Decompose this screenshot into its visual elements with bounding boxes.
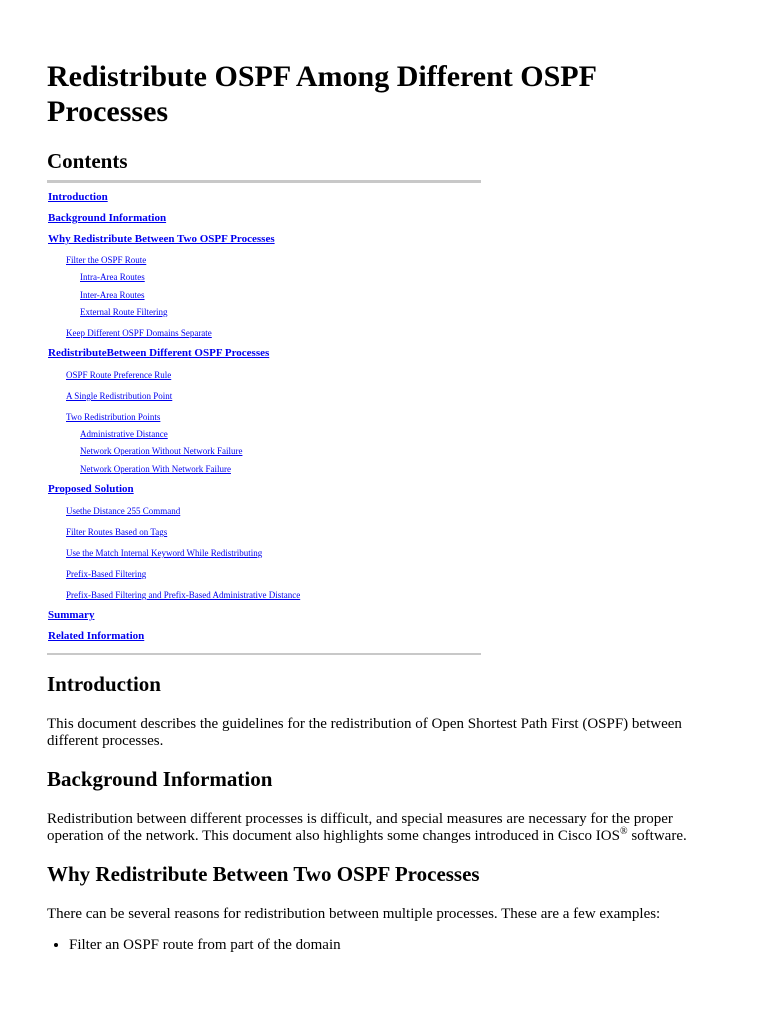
toc-link-inter-area-routes[interactable]: Inter-Area Routes <box>80 290 145 300</box>
background-text: Redistribution between different processes is difficult, and special measures are necessary for the proper operation of the network. This document also highlights some changes introduced in Cisco IOS <box>47 811 673 844</box>
toc-link-redistribute-between[interactable]: RedistributeBetween Different OSPF Processes <box>48 347 270 359</box>
toc-link-prefix-filtering-admin-distance[interactable]: Prefix-Based Filtering and Prefix-Based Administrative Distance <box>66 590 301 600</box>
reasons-list <box>47 937 341 954</box>
toc-top-rule <box>47 180 481 183</box>
background-paragraph <box>47 811 717 845</box>
toc-link-keep-domains-separate[interactable]: Keep Different OSPF Domains Separate <box>66 328 212 338</box>
toc-link-administrative-distance[interactable]: Administrative Distance <box>80 429 168 439</box>
toc-link-summary[interactable]: Summary <box>48 609 95 621</box>
toc-link-operation-without-failure[interactable]: Network Operation Without Network Failure <box>80 446 243 456</box>
toc-link-intra-area-routes[interactable]: Intra-Area Routes <box>80 272 145 282</box>
toc-link-two-redistribution-points[interactable]: Two Redistribution Points <box>66 412 161 422</box>
toc-link-filter-routes-tags[interactable]: Filter Routes Based on Tags <box>66 527 168 537</box>
toc-link-filter-ospf-route[interactable]: Filter the OSPF Route <box>66 255 147 265</box>
introduction-heading: Introduction <box>47 672 161 696</box>
toc-link-match-internal-keyword[interactable]: Use the Match Internal Keyword While Redistributing <box>66 548 263 558</box>
toc-link-related-information[interactable]: Related Information <box>48 630 145 642</box>
toc-link-background-information[interactable]: Background Information <box>48 212 167 224</box>
background-heading: Background Information <box>47 767 273 791</box>
introduction-paragraph: This document describes the guidelines for the redistribution of Open Shortest Path First (OSPF) between different processes. <box>47 716 682 749</box>
toc-bottom-rule <box>47 653 481 655</box>
toc-link-single-redistribution-point[interactable]: A Single Redistribution Point <box>66 391 173 401</box>
toc-link-prefix-based-filtering[interactable]: Prefix-Based Filtering <box>66 569 147 579</box>
toc-link-route-preference-rule[interactable]: OSPF Route Preference Rule <box>66 370 172 380</box>
contents-heading: Contents <box>47 149 128 173</box>
toc-link-introduction[interactable]: Introduction <box>48 191 108 203</box>
toc-link-distance-255[interactable]: Usethe Distance 255 Command <box>66 506 181 516</box>
toc-link-external-route-filtering[interactable]: External Route Filtering <box>80 307 168 317</box>
toc-link-why-redistribute[interactable]: Why Redistribute Between Two OSPF Processes <box>48 233 275 245</box>
toc-link-proposed-solution[interactable]: Proposed Solution <box>48 483 134 495</box>
toc-link-operation-with-failure[interactable]: Network Operation With Network Failure <box>80 464 231 474</box>
why-redistribute-paragraph: There can be several reasons for redistribution between multiple processes. These are a few examples: <box>47 906 661 922</box>
list-item: • Filter an OSPF route from part of the domain <box>69 937 341 954</box>
why-redistribute-heading: Why Redistribute Between Two OSPF Processes <box>47 862 480 886</box>
registered-mark: ® <box>619 826 628 837</box>
background-text-end: software. <box>627 828 687 844</box>
page-title: Redistribute OSPF Among Different OSPF Processes <box>47 60 596 128</box>
